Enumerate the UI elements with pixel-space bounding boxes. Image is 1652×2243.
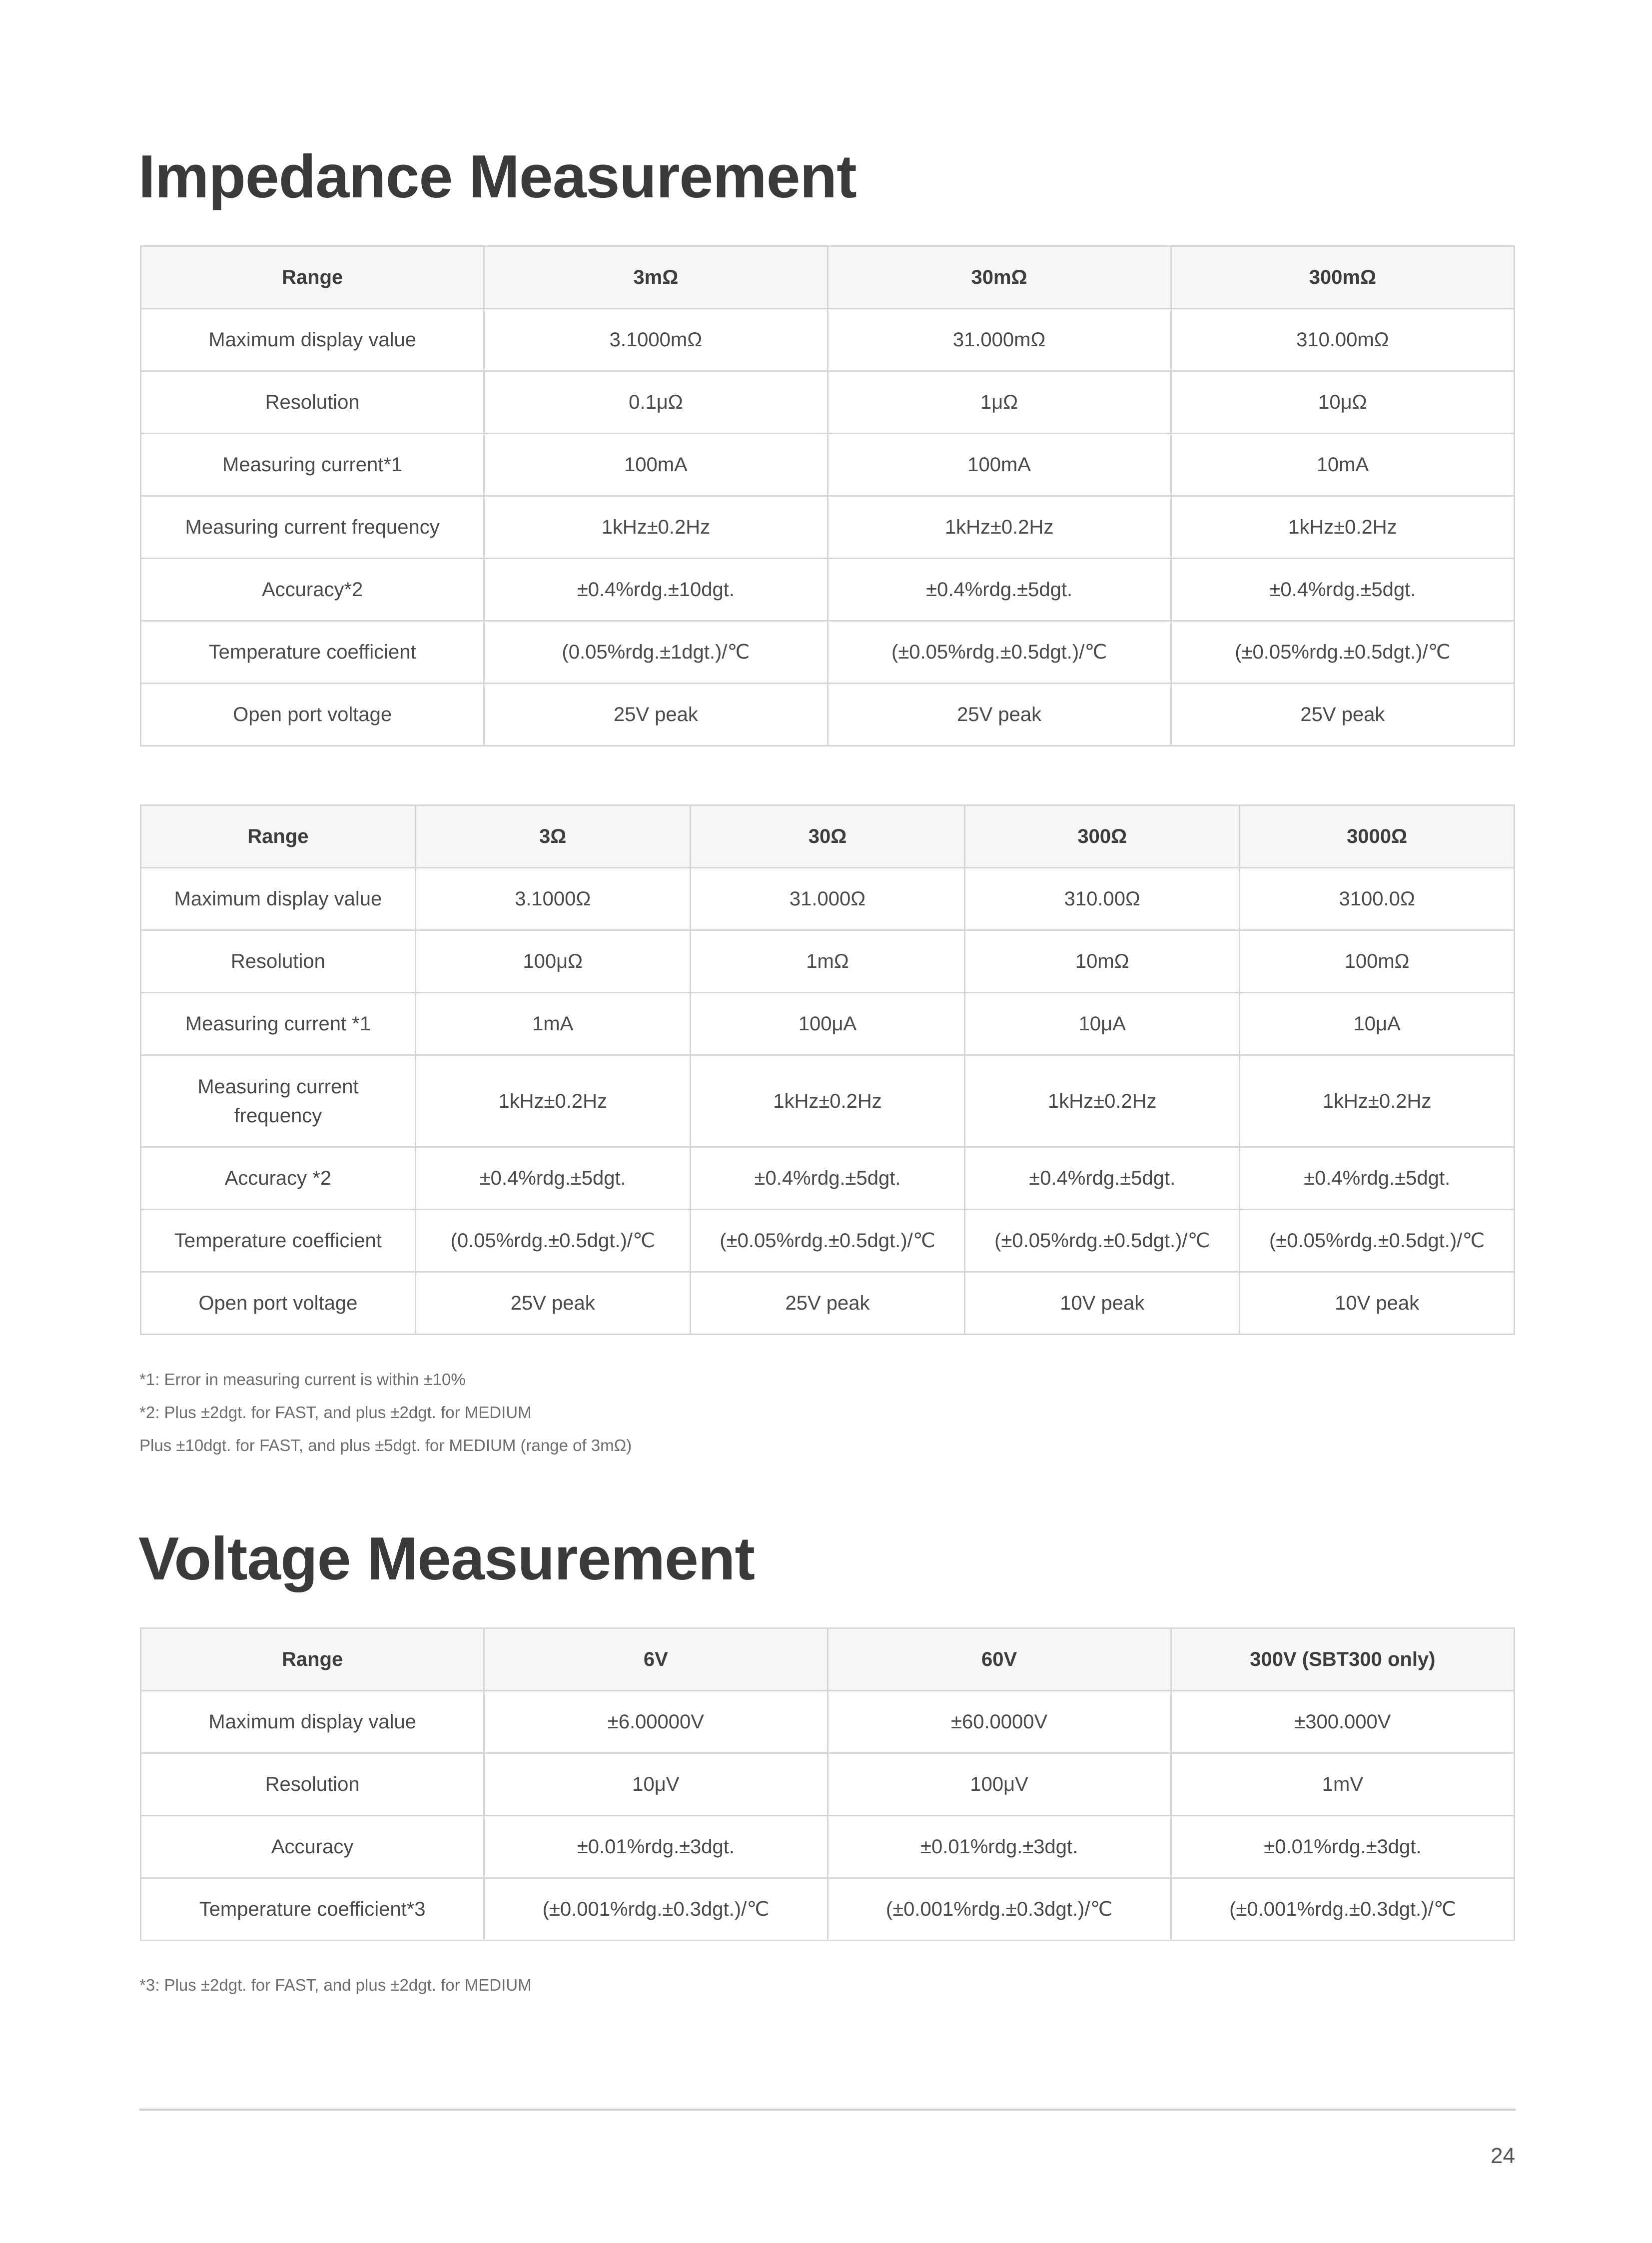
table-cell: 1kHz±0.2Hz [1240, 1055, 1515, 1147]
table-row [141, 1753, 1515, 1816]
table-cell: 1kHz±0.2Hz [690, 1055, 965, 1147]
table-cell: 25V peak [484, 684, 827, 746]
column-header: 300V (SBT300 only) [1171, 1628, 1514, 1691]
table-cell: 1μΩ [827, 371, 1171, 434]
footnote-1: *1: Error in measuring current is within ±10% [139, 1370, 466, 1389]
table-row [141, 1878, 1515, 1941]
table-row [141, 1210, 1515, 1272]
table-cell: 1mΩ [690, 930, 965, 993]
column-header: 300mΩ [1171, 246, 1514, 309]
row-label: Temperature coefficient*3 [141, 1878, 484, 1941]
table-cell: 10μΩ [1171, 371, 1514, 434]
table-cell: 31.000mΩ [827, 309, 1171, 371]
row-label: Resolution [141, 1753, 484, 1816]
table-row [141, 309, 1515, 371]
table-cell: ±0.4%rdg.±5dgt. [690, 1147, 965, 1210]
table-row [141, 1691, 1515, 1753]
table-cell: ±0.4%rdg.±5dgt. [965, 1147, 1240, 1210]
table-header-row [141, 246, 1515, 309]
row-label: Open port voltage [141, 1272, 416, 1335]
table-cell: 10μV [484, 1753, 827, 1816]
table-cell: 100mΩ [1240, 930, 1515, 993]
row-label: Resolution [141, 371, 484, 434]
table-cell: 100μA [690, 993, 965, 1055]
table-cell: 10mΩ [965, 930, 1240, 993]
footnote-3: *3: Plus ±2dgt. for FAST, and plus ±2dgt. for MEDIUM [139, 1976, 532, 1994]
table-cell: (0.05%rdg.±1dgt.)/℃ [484, 621, 827, 684]
table-cell: 100mA [827, 434, 1171, 496]
footnote-2-continued: Plus ±10dgt. for FAST, and plus ±5dgt. for MEDIUM (range of 3mΩ) [139, 1436, 632, 1455]
table-cell: (±0.05%rdg.±0.5dgt.)/℃ [965, 1210, 1240, 1272]
table-cell: 25V peak [827, 684, 1171, 746]
column-header: 3Ω [415, 805, 690, 868]
table-cell: 3100.0Ω [1240, 868, 1515, 930]
table-row [141, 868, 1515, 930]
table-row [141, 1055, 1515, 1147]
table-row [141, 930, 1515, 993]
table-cell: (±0.001%rdg.±0.3dgt.)/℃ [827, 1878, 1171, 1941]
row-label: Accuracy [141, 1816, 484, 1878]
row-label: Measuring current*1 [141, 434, 484, 496]
table-cell: 10μA [965, 993, 1240, 1055]
footer-divider [139, 2109, 1516, 2111]
table-cell: 25V peak [415, 1272, 690, 1335]
table-row [141, 1816, 1515, 1878]
table-cell: 1kHz±0.2Hz [827, 496, 1171, 559]
row-label: Resolution [141, 930, 416, 993]
column-header: 30Ω [690, 805, 965, 868]
row-label: Measuring current *1 [141, 993, 416, 1055]
table-cell: ±0.01%rdg.±3dgt. [827, 1816, 1171, 1878]
row-label: Maximum display value [141, 868, 416, 930]
table-cell: (0.05%rdg.±0.5dgt.)/℃ [415, 1210, 690, 1272]
table-cell: ±0.4%rdg.±5dgt. [1171, 559, 1514, 621]
table-cell: 3.1000mΩ [484, 309, 827, 371]
table-cell: 310.00Ω [965, 868, 1240, 930]
page-number: 24 [1491, 2144, 1515, 2168]
table-cell: 31.000Ω [690, 868, 965, 930]
table-header-row [141, 1628, 1515, 1691]
row-label: Maximum display value [141, 1691, 484, 1753]
table-row [141, 684, 1515, 746]
column-header: 3mΩ [484, 246, 827, 309]
table-cell: ±0.4%rdg.±5dgt. [1240, 1147, 1515, 1210]
table-cell: 10mA [1171, 434, 1514, 496]
table-cell: 10μA [1240, 993, 1515, 1055]
column-header: 30mΩ [827, 246, 1171, 309]
table-cell: (±0.05%rdg.±0.5dgt.)/℃ [690, 1210, 965, 1272]
table-cell: 100μΩ [415, 930, 690, 993]
table-row [141, 1272, 1515, 1335]
table-row [141, 993, 1515, 1055]
column-header: 6V [484, 1628, 827, 1691]
table-cell: 1mA [415, 993, 690, 1055]
table-cell: ±0.4%rdg.±5dgt. [827, 559, 1171, 621]
table-cell: 100μV [827, 1753, 1171, 1816]
table-cell: ±300.000V [1171, 1691, 1514, 1753]
table-header-row [141, 805, 1515, 868]
footnote-2: *2: Plus ±2dgt. for FAST, and plus ±2dgt. for MEDIUM [139, 1403, 532, 1422]
voltage-table [140, 1627, 1515, 1941]
table-cell: (±0.05%rdg.±0.5dgt.)/℃ [1240, 1210, 1515, 1272]
table-cell: ±60.0000V [827, 1691, 1171, 1753]
row-label: Measuring current frequency [141, 496, 484, 559]
table-cell: 25V peak [690, 1272, 965, 1335]
table-cell: 10V peak [1240, 1272, 1515, 1335]
table-cell: 1mV [1171, 1753, 1514, 1816]
table-cell: (±0.001%rdg.±0.3dgt.)/℃ [484, 1878, 827, 1941]
table-row [141, 371, 1515, 434]
row-label: Temperature coefficient [141, 621, 484, 684]
column-header: 3000Ω [1240, 805, 1515, 868]
table-cell: 1kHz±0.2Hz [415, 1055, 690, 1147]
row-label: Measuring current frequency [141, 1055, 416, 1147]
table-row [141, 496, 1515, 559]
row-label: Open port voltage [141, 684, 484, 746]
row-label: Maximum display value [141, 309, 484, 371]
table-cell: 3.1000Ω [415, 868, 690, 930]
table-cell: 1kHz±0.2Hz [484, 496, 827, 559]
column-header: 60V [827, 1628, 1171, 1691]
table-cell: 100mA [484, 434, 827, 496]
column-header: 300Ω [965, 805, 1240, 868]
column-header: Range [141, 805, 416, 868]
row-label: Temperature coefficient [141, 1210, 416, 1272]
table-cell: 1kHz±0.2Hz [965, 1055, 1240, 1147]
table-cell: (±0.05%rdg.±0.5dgt.)/℃ [827, 621, 1171, 684]
table-cell: 1kHz±0.2Hz [1171, 496, 1514, 559]
impedance-ohm-table [140, 804, 1515, 1335]
table-row [141, 559, 1515, 621]
table-row [141, 1147, 1515, 1210]
column-header: Range [141, 246, 484, 309]
table-cell: 25V peak [1171, 684, 1514, 746]
table-row [141, 434, 1515, 496]
table-cell: ±0.4%rdg.±5dgt. [415, 1147, 690, 1210]
impedance-milliohm-table [140, 245, 1515, 747]
table-cell: ±0.4%rdg.±10dgt. [484, 559, 827, 621]
voltage-section-title: Voltage Measurement [138, 1524, 755, 1592]
table-row [141, 621, 1515, 684]
table-cell: ±0.01%rdg.±3dgt. [1171, 1816, 1514, 1878]
table-cell: (±0.05%rdg.±0.5dgt.)/℃ [1171, 621, 1514, 684]
table-cell: 0.1μΩ [484, 371, 827, 434]
row-label: Accuracy *2 [141, 1147, 416, 1210]
table-cell: 10V peak [965, 1272, 1240, 1335]
table-cell: 310.00mΩ [1171, 309, 1514, 371]
table-cell: ±0.01%rdg.±3dgt. [484, 1816, 827, 1878]
row-label: Accuracy*2 [141, 559, 484, 621]
impedance-section-title: Impedance Measurement [138, 142, 856, 210]
table-cell: (±0.001%rdg.±0.3dgt.)/℃ [1171, 1878, 1514, 1941]
column-header: Range [141, 1628, 484, 1691]
table-cell: ±6.00000V [484, 1691, 827, 1753]
